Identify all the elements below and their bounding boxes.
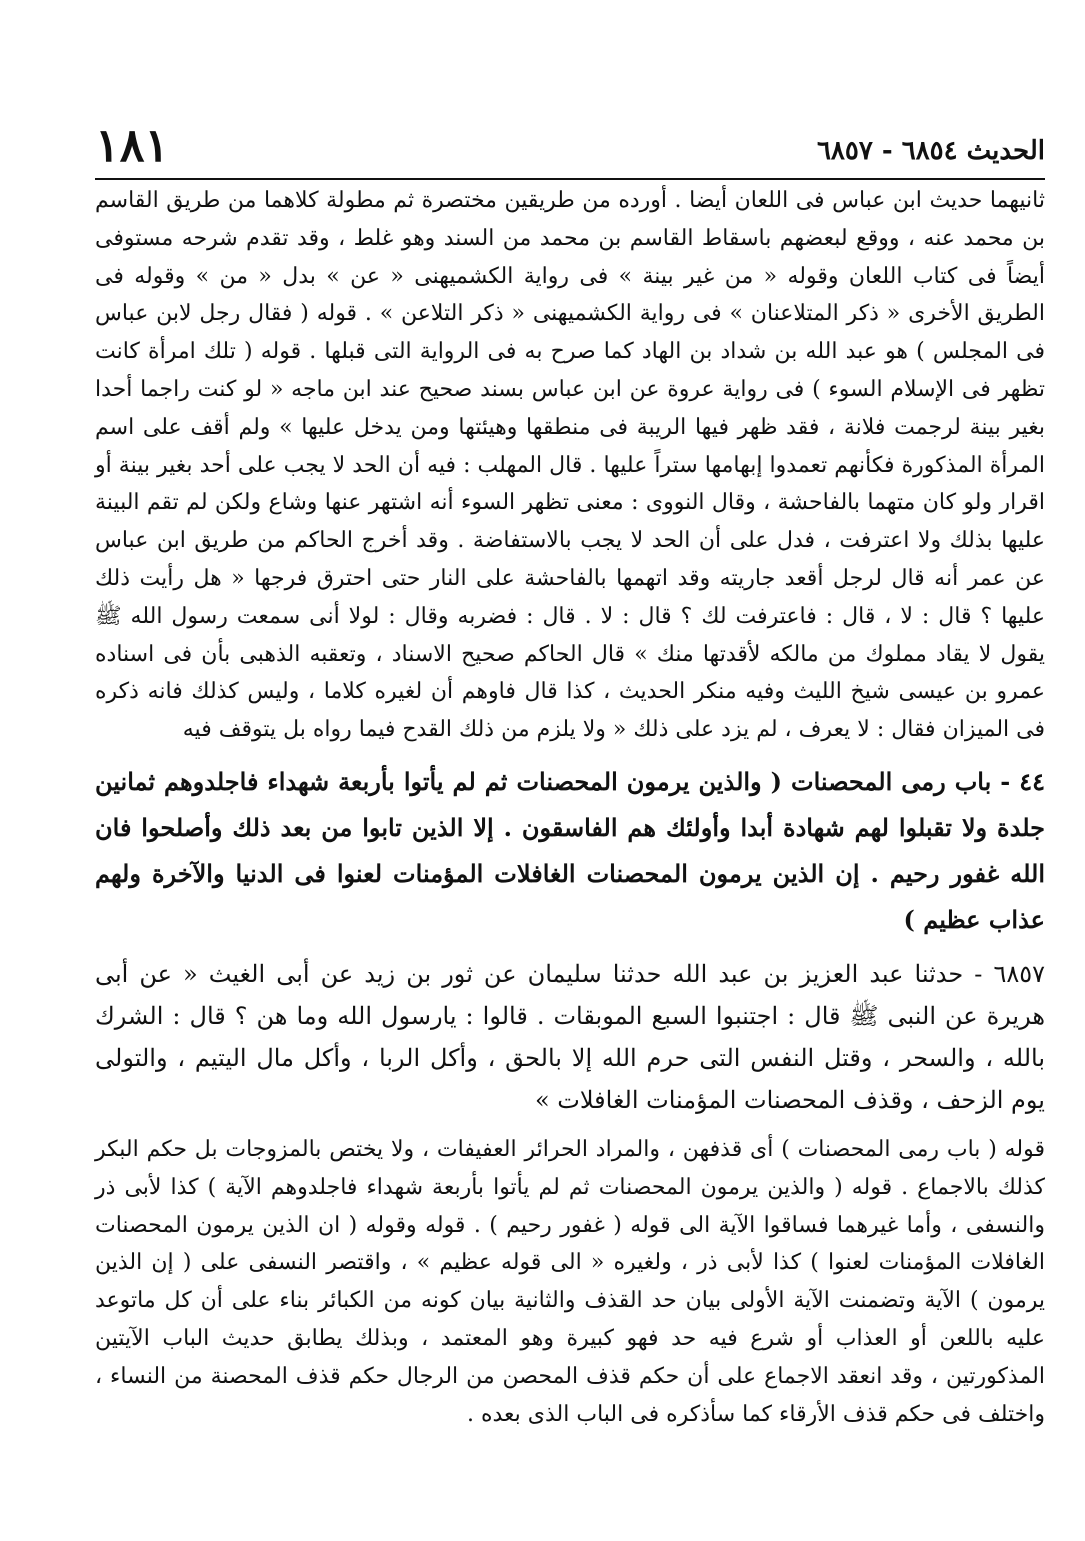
page-number: ١٨١	[95, 118, 170, 172]
hadith-text: ٦٨٥٧ - حدثنا عبد العزيز بن عبد الله حدثنا سليمان عن ثور بن زيد عن أبى الغيث « عن أبى هريرة عن النبى ﷺ قال : اجتنبوا السبع الموبقات . قالوا : يارسول الله وما هن ؟ قال : الشرك بالله ، والسحر ، وقتل النفس التى حرم الله إلا بالحق ، وأكل الربا ، وأكل مال اليتيم ، والتولى يوم الزحف ، وقذف المحصنات المؤمنات الغافلات »	[95, 959, 1046, 1114]
chapter-heading: ٤٤ - باب رمى المحصنات ( والذين يرمون المحصنات ثم لم يأتوا بأربعة شهداء فاجلدوهم ثمانين جلدة ولا تقبلوا لهم شهادة أبدا وأولئك هم الفاسقون . إلا الذين تابوا من بعد ذلك وأصلحوا فان الله غفور رحيم . إن الذين يرمون المحصنات الغافلات المؤمنات لعنوا فى الدنيا والآخرة ولهم عذاب عظيم )	[95, 766, 1045, 934]
commentary-paragraph-bottom: قوله ( باب رمى المحصنات ) أى قذفهن ، والمراد الحرائر العفيفات ، ولا يختص بالمزوجات بل حكم البكر كذلك بالاجماع . قوله ( والذين يرمون المحصنات ثم لم يأتوا بأربعة شهداء فاجلدوهم الآية ) كذا لأبى ذر والنسفى ، وأما غيرهما فساقوا الآية الى قوله ( غفور رحيم ) . قوله وقوله ( ان الذين يرمون المحصنات الغافلات المؤمنات لعنوا ) كذا لأبى ذر ، ولغيره « الى قوله عظيم » ، واقتصر النسفى على ( إن الذين يرمون ) الآية وتضمنت الآية الأولى بيان حد القذف والثانية بيان كونه من الكبائر بناء على أن كل ماتوعد عليه باللعن أو العذاب أو شرع فيه حد فهو كبيرة وهو المعتمد ، وبذلك يطابق حديث الباب الآيتين المذكورتين ، وقد انعقد الاجماع على أن حكم قذف المحصن من الرجال حكم قذف المحصنة من النساء ، واختلف فى حكم قذف الأرقاء كما سأذكره فى الباب الذى بعده .	[95, 1136, 1045, 1427]
commentary-paragraph-top: ثانيهما حديث ابن عباس فى اللعان أيضا . أورده من طريقين مختصرة ثم مطولة كلاهما من طريق القاسم بن محمد عنه ، ووقع لبعضهم باسقاط القاسم بن محمد من السند وهو غلط ، وقد تقدم شرحه مستوفى أيضاً فى كتاب اللعان وقوله « من غير بينة » فى رواية الكشميهنى « عن » بدل « من » وقوله فى الطريق الأخرى « ذكر المتلاعنان » فى رواية الكشميهنى « ذكر التلاعن » . قوله ( فقال رجل لابن عباس فى المجلس ) هو عبد الله بن شداد بن الهاد كما صرح به فى الرواية التى قبلها . قوله ( تلك امرأة كانت تظهر فى الإسلام السوء ) فى رواية عروة عن ابن عباس بسند صحيح عند ابن ماجه « لو كنت راجما أحدا بغير بينة لرجمت فلانة ، فقد ظهر فيها الريبة فى منطقها وهيئتها ومن يدخل عليها » ولم أقف على اسم المرأة المذكورة فكأنهم تعمدوا إبهامها ستراً عليها . قال المهلب : فيه أن الحد لا يجب على أحد بغير بينة أو اقرار ولو كان متهما بالفاحشة ، وقال النووى : معنى تظهر السوء أنه اشتهر عنها وشاع ولكن لم تقم البينة عليها بذلك ولا اعترفت ، فدل على أن الحد لا يجب بالاستفاضة . وقد أخرج الحاكم من طريق ابن عباس عن عمر أنه قال لرجل أقعد جاريته وقد اتهمها بالفاحشة على النار حتى احترق فرجها « هل رأيت ذلك عليها ؟ قال : لا ، قال : فاعترفت لك ؟ قال : لا . قال : فضربه وقال : لولا أنى سمعت رسول الله ﷺ يقول لا يقاد مملوك من مالكه لأقدتها منك » قال الحاكم صحيح الاسناد ، وتعقبه الذهبى بأن فى اسناده عمرو بن عيسى شيخ الليث وفيه منكر الحديث ، كذا قال فاوهم أن لغيره كلاما ، وليس كذلك فانه ذكره فى الميزان فقال : لا يعرف ، لم يزد على ذلك « ولا يلزم من ذلك القدح فيما رواه بل يتوقف فيه	[95, 188, 1045, 743]
running-title: الحديث ٦٨٥٤ - ٦٨٥٧	[816, 136, 1045, 166]
page-header	[95, 118, 1045, 180]
page-body	[95, 182, 1045, 1433]
